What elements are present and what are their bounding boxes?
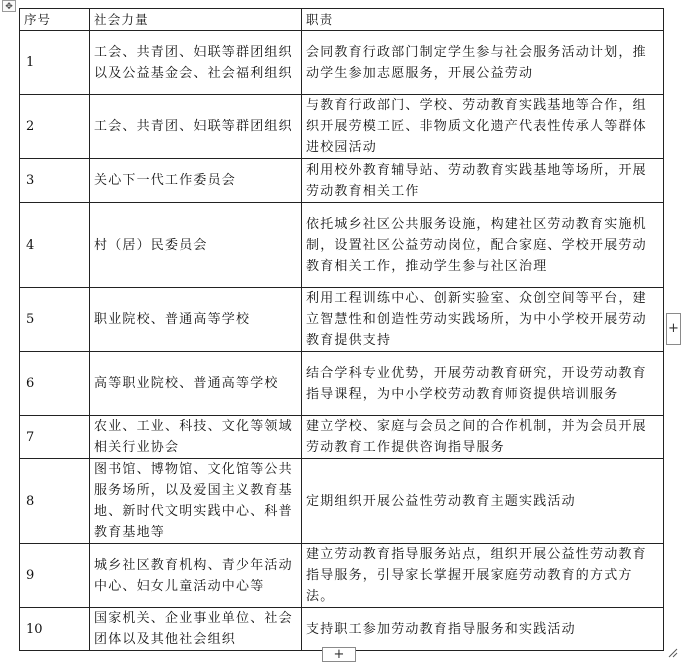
row-number-cell[interactable]: 7 (20, 416, 90, 459)
table-header-row (20, 9, 664, 31)
social-force-cell[interactable]: 关心下一代工作委员会 (90, 159, 302, 203)
social-force-cell[interactable]: 图书馆、博物馆、文化馆等公共服务场所，以及爱国主义教育基地、新时代文明实践中心、科普教育基地等 (90, 459, 302, 544)
duty-cell[interactable]: 依托城乡社区公共服务设施，构建社区劳动教育实施机制，设置社区公益劳动岗位，配合家庭、学校开展劳动教育相关工作，推动学生参与社区治理 (302, 203, 664, 288)
header-cell-number[interactable]: 序号 (20, 9, 90, 31)
duty-cell[interactable]: 建立劳动教育指导服务站点，组织开展公益性劳动教育指导服务，引导家长掌握开展家庭劳动教育的方式方法。 (302, 544, 664, 608)
add-column-button[interactable]: + (666, 313, 681, 345)
table-row (20, 95, 664, 159)
table-row (20, 544, 664, 608)
duty-cell[interactable]: 与教育行政部门、学校、劳动教育实践基地等合作，组织开展劳模工匠、非物质文化遗产代表性传承人等群体进校园活动 (302, 95, 664, 159)
social-force-cell[interactable]: 职业院校、普通高等学校 (90, 288, 302, 352)
social-force-cell[interactable]: 工会、共青团、妇联等群团组织 (90, 95, 302, 159)
header-cell-social-force[interactable]: 社会力量 (90, 9, 302, 31)
header-cell-duty[interactable]: 职责 (302, 9, 664, 31)
table-row (20, 352, 664, 416)
row-number-cell[interactable]: 2 (20, 95, 90, 159)
social-force-cell[interactable]: 村（居）民委员会 (90, 203, 302, 288)
social-forces-table (19, 8, 664, 651)
social-force-cell[interactable]: 工会、共青团、妇联等群团组织以及公益基金会、社会福利组织 (90, 31, 302, 95)
duty-cell[interactable]: 结合学科专业优势，开展劳动教育研究，开设劳动教育指导课程，为中小学校劳动教育师资提供培训服务 (302, 352, 664, 416)
duty-cell[interactable]: 利用工程训练中心、创新实验室、众创空间等平台，建立智慧性和创造性劳动实践场所，为中小学校开展劳动教育提供支持 (302, 288, 664, 352)
duty-cell[interactable]: 定期组织开展公益性劳动教育主题实践活动 (302, 459, 664, 544)
table-row (20, 459, 664, 544)
social-force-cell[interactable]: 高等职业院校、普通高等学校 (90, 352, 302, 416)
duty-cell[interactable]: 支持职工参加劳动教育指导服务和实践活动 (302, 608, 664, 651)
table-row (20, 159, 664, 203)
duty-cell[interactable]: 建立学校、家庭与会员之间的合作机制，并为会员开展劳动教育工作提供咨询指导服务 (302, 416, 664, 459)
add-row-button[interactable]: + (322, 647, 356, 662)
row-number-cell[interactable]: 4 (20, 203, 90, 288)
row-number-cell[interactable]: 10 (20, 608, 90, 651)
duty-cell[interactable]: 会同教育行政部门制定学生参与社会服务活动计划，推动学生参加志愿服务，开展公益劳动 (302, 31, 664, 95)
duty-cell[interactable]: 利用校外教育辅导站、劳动教育实践基地等场所，开展劳动教育相关工作 (302, 159, 664, 203)
row-number-cell[interactable]: 3 (20, 159, 90, 203)
table-resize-icon[interactable] (668, 648, 678, 658)
table-row (20, 416, 664, 459)
table-row (20, 31, 664, 95)
table-row (20, 288, 664, 352)
table-move-handle[interactable]: ✥ (2, 0, 16, 12)
row-number-cell[interactable]: 8 (20, 459, 90, 544)
row-number-cell[interactable]: 6 (20, 352, 90, 416)
social-force-cell[interactable]: 国家机关、企业事业单位、社会团体以及其他社会组织 (90, 608, 302, 651)
social-force-cell[interactable]: 农业、工业、科技、文化等领域相关行业协会 (90, 416, 302, 459)
row-number-cell[interactable]: 5 (20, 288, 90, 352)
social-force-cell[interactable]: 城乡社区教育机构、青少年活动中心、妇女儿童活动中心等 (90, 544, 302, 608)
row-number-cell[interactable]: 9 (20, 544, 90, 608)
table-row (20, 608, 664, 651)
row-number-cell[interactable]: 1 (20, 31, 90, 95)
table-row (20, 203, 664, 288)
